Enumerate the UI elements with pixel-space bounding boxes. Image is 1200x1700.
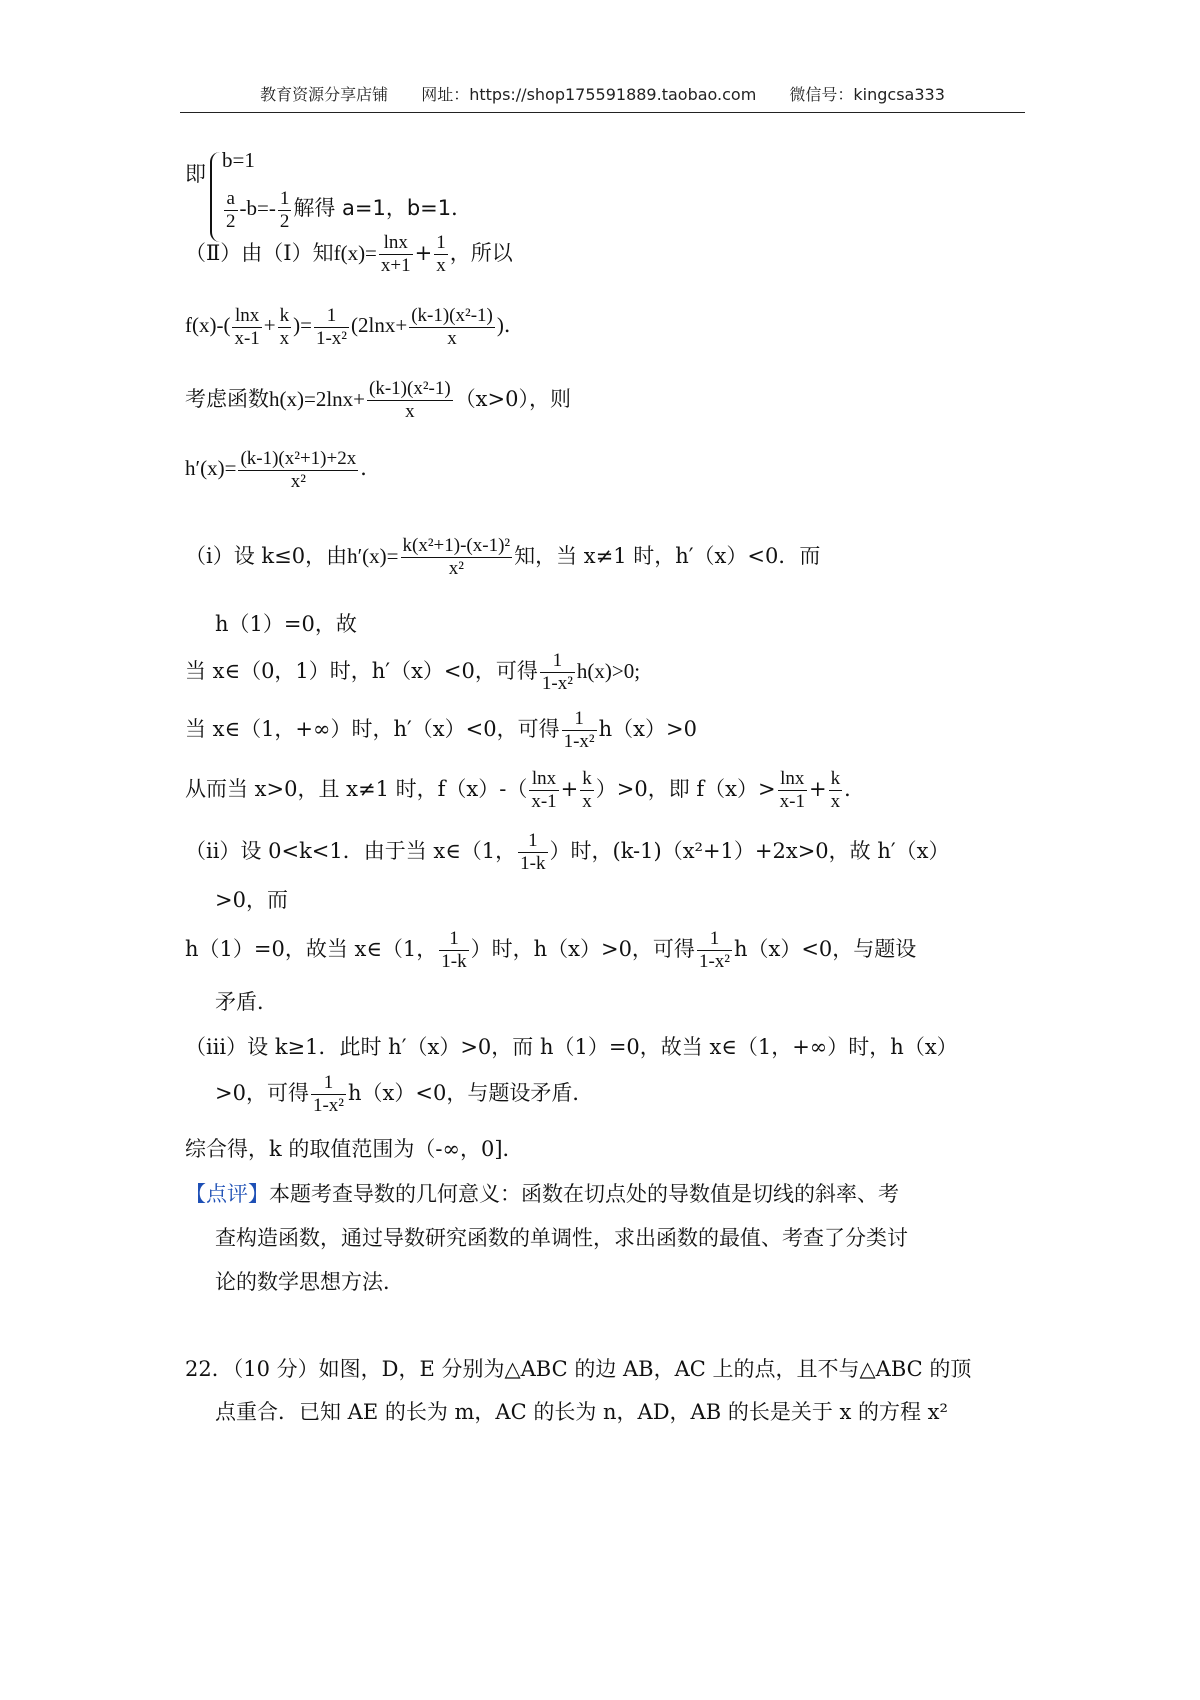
h-derivative: h′(x)= $\frac{\text{(k-1)(x²+1)+2x}}{\text{x²}}$ ． <box>185 448 382 492</box>
case-i-interval2: 当 x∈（1，+∞）时，h′（x）<0，可得 $\frac{1}{\text{1-x²}}$ h（x）>0 <box>185 708 697 752</box>
question-22-line2: 点重合．已知 AE 的长为 m，AC 的长为 n，AD，AB 的长是关于 x 的方程 x² <box>215 1400 948 1424</box>
h-definition: 考虑函数h(x)=2lnx+ $\frac{\text{(k-1)(x²-1)}}{x}$ （x>0），则 <box>185 378 571 422</box>
case-iii-line2: >0，可得 $\frac{1}{\text{1-x²}}$ h（x）<0，与题设矛盾． <box>215 1072 594 1116</box>
case-iii: （iii）设 k≥1．此时 h′（x）>0，而 h（1）=0，故当 x∈（1，+∞）时，h（x） <box>185 1035 958 1059</box>
comment-line3: 论的数学思想方法． <box>215 1270 404 1294</box>
wechat-id: 微信号：kingcsa333 <box>789 85 945 104</box>
f-difference-eq: f(x)-( $\frac{\ln x}{x-1}$ + $\frac{k}{x}$ )= $\frac{1}{\text{1-x²}}$ (2lnx+ $\frac{\text{(k-1)(x²-1)}}{x}$ )． <box>185 305 525 349</box>
summary: 综合得，k 的取值范围为（-∞，0]． <box>185 1137 524 1161</box>
comment-tag: 【点评】 <box>185 1182 269 1206</box>
page-header <box>180 80 1025 113</box>
part2-line: （Ⅱ）由（Ⅰ）知f(x)= $\frac{\ln x}{x+1}$ + $\frac{1}{x}$ ，所以 <box>185 232 513 276</box>
case-i-h1: h（1）=0，故 <box>215 612 357 636</box>
case-ii-end: 矛盾． <box>215 990 278 1014</box>
shop-url: 网址：https://shop175591889.taobao.com <box>421 85 757 104</box>
case-i-interval1: 当 x∈（0，1）时，h′（x）<0，可得 $\frac{1}{\text{1-x²}}$ h(x)>0; <box>185 650 641 694</box>
conclusion-f: 从而当 x>0，且 x≠1 时，f（x）-（ $\frac{\ln x}{x-1}$ + $\frac{k}{x}$ ）>0，即 f（x）> $\frac{\ln x}{x-1}$ + $\frac{k}{x}$ ． <box>185 768 866 812</box>
system-eq2: $\frac{a}{2}$ -b=- $\frac{1}{2}$ 解得 a=1，b=1． <box>226 188 473 232</box>
question-22-line1: 22．（10 分）如图，D，E 分别为△ABC 的边 AB，AC 上的点，且不与△ABC 的顶 <box>185 1357 972 1381</box>
comment-line1: 【点评】本题考查导数的几何意义：函数在切点处的导数值是切线的斜率、考 <box>185 1182 899 1206</box>
system-brace <box>210 152 222 242</box>
case-ii: （ii）设 0<k<1．由于当 x∈（1， $\frac{1}{1-k}$ ）时，(k-1)（x²+1）+2x>0，故 h′（x） <box>185 830 950 874</box>
comment-line2: 查构造函数，通过导数研究函数的单调性，求出函数的最值、考查了分类讨 <box>215 1226 908 1250</box>
case-ii-line2: h（1）=0，故当 x∈（1， $\frac{1}{1-k}$ ）时，h（x）>0，可得 $\frac{1}{\text{1-x²}}$ h（x）<0，与题设 <box>185 928 917 972</box>
case-ii-cont: >0，而 <box>215 888 288 912</box>
system-eq1: b=1 <box>222 148 255 172</box>
system-label: 即 <box>185 162 206 186</box>
case-i: （i）设 k≤0，由h′(x)= $\frac{\text{k(x²+1)-(x-1)²}}{\text{x²}}$ 知，当 x≠1 时，h′（x）<0．而 <box>185 535 821 579</box>
shop-name: 教育资源分享店铺 <box>260 85 389 104</box>
